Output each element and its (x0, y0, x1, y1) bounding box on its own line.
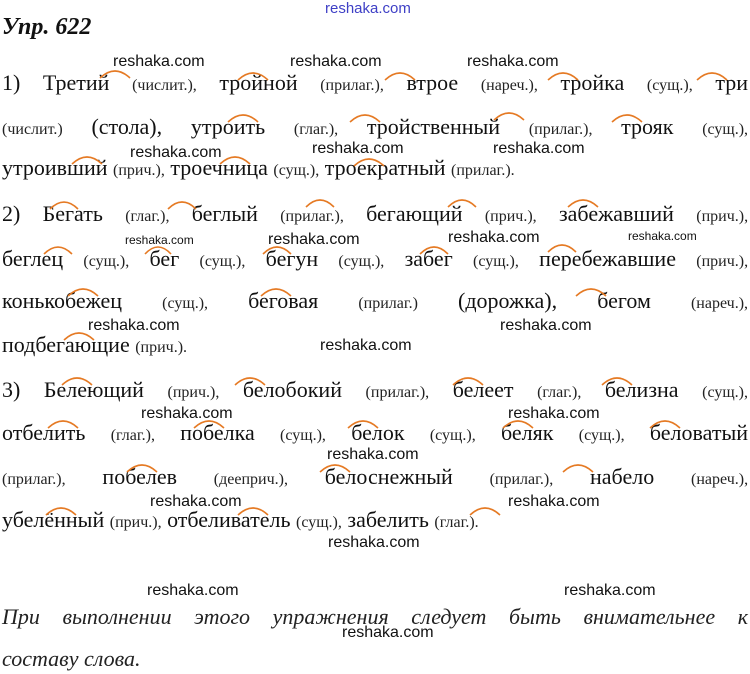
part-of-speech-label: (сущ.), (646, 77, 693, 94)
word: забежавший (558, 201, 674, 226)
part-of-speech-label: (глаг.), (125, 208, 170, 225)
word: конькобежец (2, 288, 123, 313)
part-of-speech-label: (дееприч.), (213, 471, 288, 488)
word: трояк (621, 114, 674, 139)
part-of-speech-label: (нареч.), (691, 471, 749, 488)
part-of-speech-label: (глаг.), (293, 121, 339, 138)
word: беляк (500, 420, 554, 445)
word: тройка (560, 70, 625, 95)
part-of-speech-label: (прич.), (484, 208, 537, 225)
word: белобокий (242, 377, 342, 402)
text-line-9 (2, 420, 748, 449)
part-of-speech-label: (прилаг.), (280, 208, 344, 225)
word: отбеливатель (167, 507, 291, 532)
word: беглый (191, 201, 258, 226)
text-line-8 (2, 377, 748, 406)
part-of-speech-label: (прилаг.), (528, 121, 593, 138)
part-of-speech-label: (числит.), (132, 77, 197, 94)
word: набело (590, 464, 655, 489)
part-of-speech-label: (сущ.), (578, 427, 625, 444)
watermark: reshaka.com (113, 53, 205, 70)
word: белеет (452, 377, 514, 402)
part-of-speech-label: (прич.), (109, 514, 162, 531)
watermark: reshaka.com (493, 140, 585, 157)
word: 1) Третий (2, 70, 110, 95)
part-of-speech-label: (сущ.), (273, 162, 320, 179)
watermark: reshaka.com (448, 229, 540, 246)
word: побелка (180, 420, 255, 445)
word: троекратный (324, 155, 446, 180)
watermark: reshaka.com (320, 337, 412, 354)
word: (дорожка), (458, 288, 558, 313)
part-of-speech-label: (прилаг.) (358, 295, 418, 312)
watermark: reshaka.com (147, 582, 239, 599)
word: белок (351, 420, 405, 445)
text-line-10 (2, 464, 748, 493)
part-of-speech-label: (сущ.), (702, 121, 749, 138)
watermark: reshaka.com (564, 582, 656, 599)
word: бегун (265, 246, 319, 271)
part-of-speech-label: (прич.). (135, 339, 188, 356)
word: отбелить (2, 420, 86, 445)
word: утроивший (2, 155, 108, 180)
watermark: reshaka.com (312, 140, 404, 157)
part-of-speech-label: (сущ.), (429, 427, 476, 444)
watermark: reshaka.com (88, 317, 180, 334)
watermark: reshaka.com (150, 493, 242, 510)
part-of-speech-label: (сущ.), (199, 253, 246, 270)
part-of-speech-label: (прич.), (696, 253, 749, 270)
watermark: reshaka.com (342, 624, 434, 641)
part-of-speech-label: (сущ.), (162, 295, 209, 312)
note-line-1: При выполнении этого упражнения следует быть внимательнее к (2, 604, 748, 629)
word: забег (404, 246, 453, 271)
word: бегом (597, 288, 651, 313)
word: три (715, 70, 749, 95)
word: 3) Белеющий (2, 377, 144, 402)
part-of-speech-label: (сущ.), (83, 253, 130, 270)
word: белизна (604, 377, 679, 402)
word: (стола), (91, 114, 163, 139)
part-of-speech-label: (прилаг.), (489, 471, 554, 488)
part-of-speech-label: (глаг.), (110, 427, 155, 444)
watermark: reshaka.com (508, 493, 600, 510)
part-of-speech-label: (прилаг.), (2, 471, 66, 488)
word: побелев (102, 464, 177, 489)
watermark: reshaka.com (328, 534, 420, 551)
part-of-speech-label: (прилаг.). (451, 162, 515, 179)
watermark: reshaka.com (500, 317, 592, 334)
word: бег (149, 246, 180, 271)
part-of-speech-label: (сущ.), (473, 253, 519, 270)
part-of-speech-label: (сущ.), (338, 253, 385, 270)
word: тройной (219, 70, 298, 95)
note-line-2: составу слова. (2, 646, 141, 671)
watermark: reshaka.com (130, 144, 222, 161)
watermark: reshaka.com (268, 231, 360, 248)
watermark: reshaka.com (467, 53, 559, 70)
part-of-speech-label: (прич.), (113, 162, 165, 179)
text-line-4 (2, 201, 748, 230)
word: подбегающие (2, 332, 130, 357)
part-of-speech-label: (прич.), (696, 208, 749, 225)
watermark: reshaka.com (628, 229, 697, 243)
part-of-speech-label: (сущ.), (280, 427, 326, 444)
word: втрое (406, 70, 459, 95)
part-of-speech-label: (прич.), (167, 384, 220, 401)
word: беглец (2, 246, 64, 271)
text-line-11 (2, 507, 748, 536)
word: утроить (190, 114, 266, 139)
word: забелить (347, 507, 429, 532)
word: тройственный (366, 114, 501, 139)
watermark: reshaka.com (327, 446, 419, 463)
watermark-top: reshaka.com (325, 0, 411, 17)
exercise-title: Упр. 622 (2, 14, 92, 40)
text-line-2 (2, 114, 748, 143)
word: беловатый (649, 420, 748, 445)
part-of-speech-label: (глаг.). (434, 514, 479, 531)
word: белоснежный (324, 464, 453, 489)
watermark: reshaka.com (125, 233, 194, 247)
part-of-speech-label: (нареч.), (480, 77, 538, 94)
watermark: reshaka.com (141, 405, 233, 422)
text-line-6 (2, 288, 748, 317)
part-of-speech-label: (сущ.), (702, 384, 748, 401)
word: бегающий (366, 201, 463, 226)
text-line-1 (2, 70, 748, 99)
part-of-speech-label: (прилаг.), (320, 77, 384, 94)
word: перебежавшие (539, 246, 676, 271)
watermark: reshaka.com (290, 53, 382, 70)
part-of-speech-label: (сущ.), (296, 514, 342, 531)
part-of-speech-label: (глаг.), (537, 384, 582, 401)
part-of-speech-label: (прилаг.), (365, 384, 430, 401)
text-line-3 (2, 155, 748, 184)
word: троечница (170, 155, 268, 180)
word: 2) Бегать (2, 201, 103, 226)
part-of-speech-label: (нареч.), (690, 295, 749, 312)
part-of-speech-label: (числит.) (2, 121, 63, 138)
text-line-5 (2, 246, 748, 275)
word: беговая (248, 288, 319, 313)
word: убелённый (2, 507, 105, 532)
watermark: reshaka.com (508, 405, 600, 422)
